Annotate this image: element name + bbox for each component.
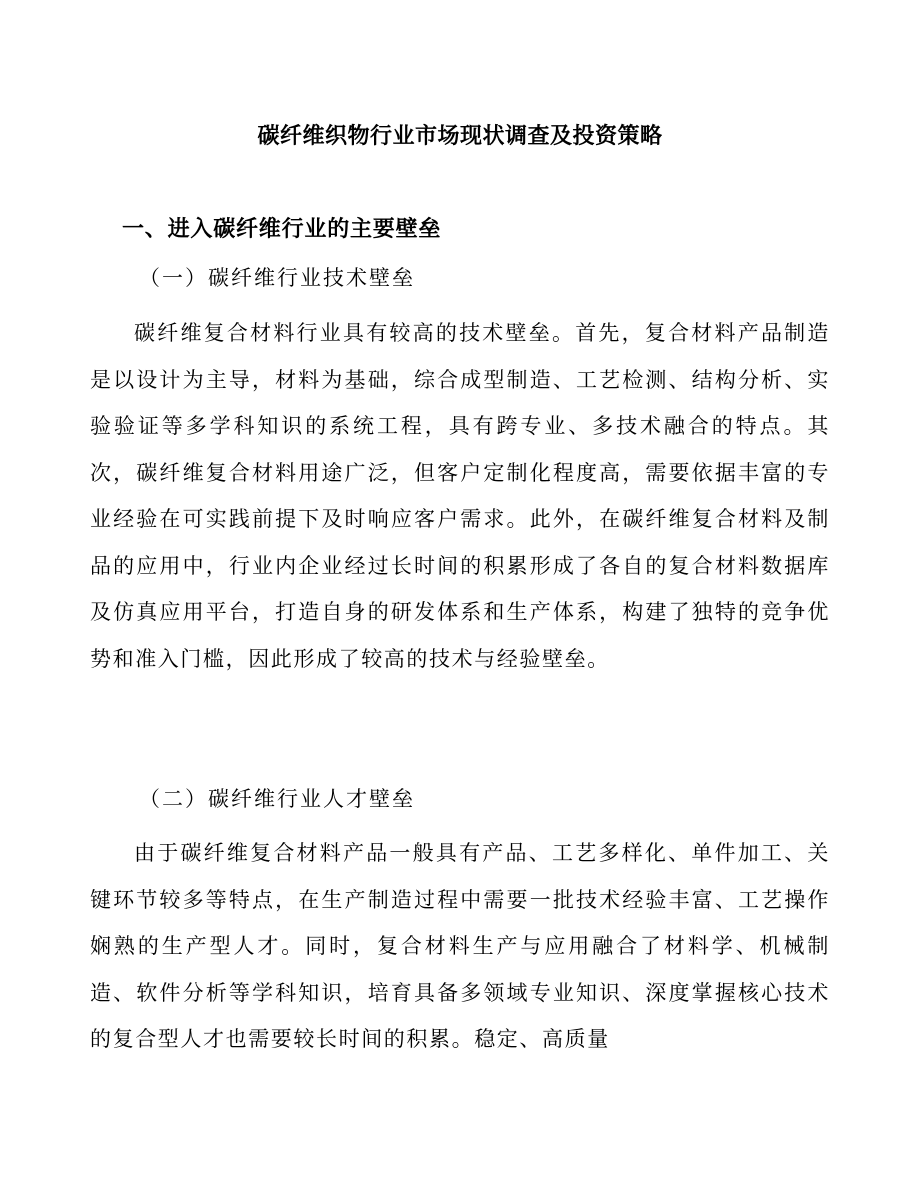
paragraph-talent-barrier: 由于碳纤维复合材料产品一般具有产品、工艺多样化、单件加工、关键环节较多等特点，在生产制造过程中需要一批技术经验丰富、工艺操作娴熟的生产型人才。同时，复合材料生产与应用融合了材料学、机械制造、软件分析等学科知识，培育具备多领域专业知识、深度掌握核心技术的复合型人才也需要较长时间的积累。稳定、高质量 [90, 841, 830, 1051]
paragraph-technology-barrier: 碳纤维复合材料行业具有较高的技术壁垒。首先，复合材料产品制造是以设计为主导，材料为基础，综合成型制造、工艺检测、结构分析、实验验证等多学科知识的系统工程，具有跨专业、多技术融合的特点。其次，碳纤维复合材料用途广泛，但客户定制化程度高，需要依据丰富的专业经验在可实践前提下及时响应客户需求。此外，在碳纤维复合材料及制品的应用中，行业内企业经过长时间的积累形成了各自的复合材料数据库及仿真应用平台，打造自身的研发体系和生产体系，构建了独特的竞争优势和准入门槛，因此形成了较高的技术与经验壁垒。 [90, 321, 830, 671]
subsection-heading-talent: （二）碳纤维行业人才壁垒 [139, 787, 415, 811]
document-title: 碳纤维织物行业市场现状调查及投资策略 [257, 124, 663, 149]
section-heading-barriers: 一、进入碳纤维行业的主要壁垒 [122, 217, 442, 242]
subsection-heading-technology: （一）碳纤维行业技术壁垒 [139, 266, 415, 290]
